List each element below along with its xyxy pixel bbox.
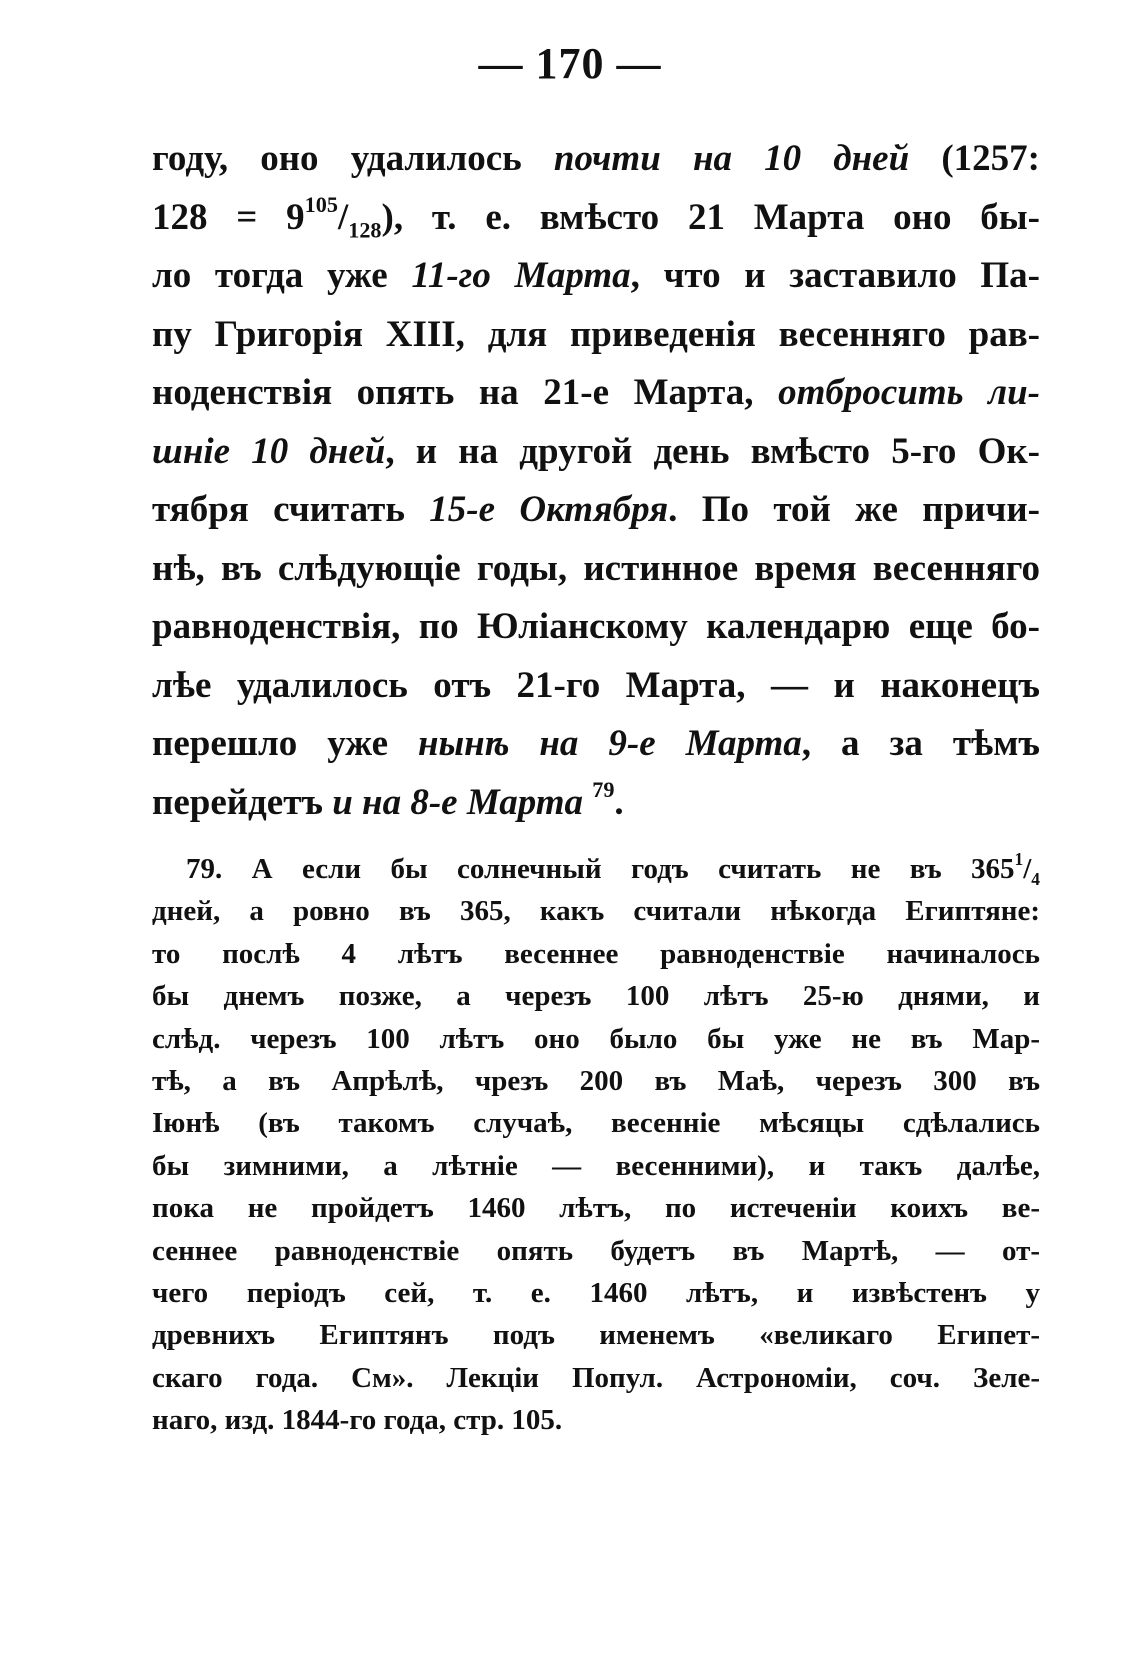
footnote-line [152, 890, 1040, 932]
text-run: нѣ, въ слѣдующіе годы, истинное время весенняго [152, 547, 1040, 589]
subscript: 128 [348, 216, 382, 242]
text-run: 128 = 9 [152, 196, 305, 238]
text-run: Іюнѣ (въ такомъ случаѣ, весенніе мѣсяцы сдѣлались [152, 1107, 1040, 1140]
italic-text: 11-го Марта [411, 255, 631, 296]
text-run [583, 782, 592, 823]
footnote-line [152, 1102, 1040, 1144]
text-run: , и на другой день вмѣсто 5-го Ок- [385, 430, 1040, 472]
text-run: (1257: [909, 138, 1040, 179]
text-run: / [337, 196, 349, 238]
text-line [152, 306, 1040, 365]
text-run: тября считать [152, 489, 430, 530]
text-run: , что и заставило Па- [630, 255, 1040, 296]
text-run: тѣ, а въ Апрѣлѣ, чрезъ 200 въ Маѣ, черезъ 300 въ [152, 1065, 1040, 1098]
footnote [152, 848, 1040, 1442]
main-text [152, 130, 1040, 832]
text-run: дней, а ровно въ 365, какъ считали нѣкогда Египтяне: [152, 895, 1040, 928]
footnote-line [152, 975, 1040, 1017]
footnote-line [152, 1399, 1040, 1441]
italic-text: почти на 10 дней [553, 138, 910, 179]
footnote-line [152, 1187, 1040, 1229]
text-run: ноденствія опять на 21-е Марта, [152, 372, 779, 413]
italic-text: нынѣ на 9-е Марта [417, 723, 802, 764]
text-run: древнихъ Египтянъ подъ именемъ «великаго Египет- [152, 1319, 1040, 1352]
footnote-line [152, 1145, 1040, 1187]
text-run: . По той же причи- [668, 489, 1040, 530]
text-run: скаго года. См». Лекціи Попул. Астрономіи, соч. Зеле- [152, 1361, 1040, 1394]
footnote-line [152, 848, 1040, 890]
superscript: 1 [1014, 848, 1024, 869]
text-run: равноденствія, по Юліанскому календарю еще бо- [152, 606, 1040, 647]
footnote-line [152, 1018, 1040, 1060]
footnote-line [152, 933, 1040, 975]
text-run: сеннее равноденствіе опять будетъ въ Мартѣ, — от- [152, 1234, 1040, 1267]
text-run: ), т. е. вмѣсто 21 Марта оно бы- [381, 196, 1040, 238]
text-run: перешло уже [152, 723, 418, 764]
text-run: бы днемъ позже, а черезъ 100 лѣтъ 25-ю днями, и [152, 980, 1040, 1013]
text-run: лѣе удалилось отъ 21-го Марта, — и наконецъ [152, 664, 1040, 706]
text-line [152, 364, 1040, 423]
text-run: ло тогда уже [152, 255, 412, 296]
footnote-line [152, 1060, 1040, 1102]
text-line [152, 657, 1040, 716]
text-run: чего періодъ сей, т. е. 1460 лѣтъ, и извѣстенъ у [152, 1277, 1040, 1310]
text-line [152, 423, 1040, 482]
text-run: то послѣ 4 лѣтъ весеннее равноденствіе начиналось [152, 937, 1040, 970]
text-run: / [1023, 853, 1032, 885]
italic-text: 15-е Октября [429, 489, 669, 530]
superscript: 79 [592, 776, 615, 802]
subscript: 4 [1031, 868, 1040, 889]
italic-text: шніе 10 дней [152, 430, 386, 472]
text-run: году, оно удалилось [152, 138, 554, 179]
text-run: наго, изд. 1844-го года, стр. 105. [152, 1404, 563, 1437]
text-line [152, 130, 1040, 189]
superscript: 105 [304, 191, 338, 217]
text-run: пу Григорія XIII, для приведенія весенняго рав- [152, 313, 1040, 355]
text-run: бы зимними, а лѣтніе — весенними), и такъ далѣе, [152, 1149, 1040, 1182]
text-line [152, 774, 1040, 833]
text-line [152, 247, 1040, 306]
footnote-line [152, 1357, 1040, 1399]
text-run: перейдетъ [152, 781, 333, 823]
text-run: . [614, 781, 624, 823]
text-run: пока не пройдетъ 1460 лѣтъ, по истеченіи коихъ ве- [152, 1192, 1040, 1225]
text-run: слѣд. черезъ 100 лѣтъ оно было бы уже не въ Мар- [152, 1022, 1040, 1055]
text-line [152, 540, 1040, 599]
text-line [152, 598, 1040, 657]
text-line [152, 715, 1040, 774]
text-line [152, 481, 1040, 540]
italic-text: и на 8-е Марта [332, 781, 583, 823]
italic-text: отбросить ли- [778, 372, 1040, 413]
text-run: , а за тѣмъ [801, 723, 1040, 764]
footnote-line [152, 1314, 1040, 1356]
text-run: 79. А если бы солнечный годъ считать не въ 365 [186, 853, 1015, 885]
page-number: — 170 — [478, 39, 662, 88]
text-line [152, 189, 1040, 248]
footnote-line [152, 1230, 1040, 1272]
footnote-line [152, 1272, 1040, 1314]
